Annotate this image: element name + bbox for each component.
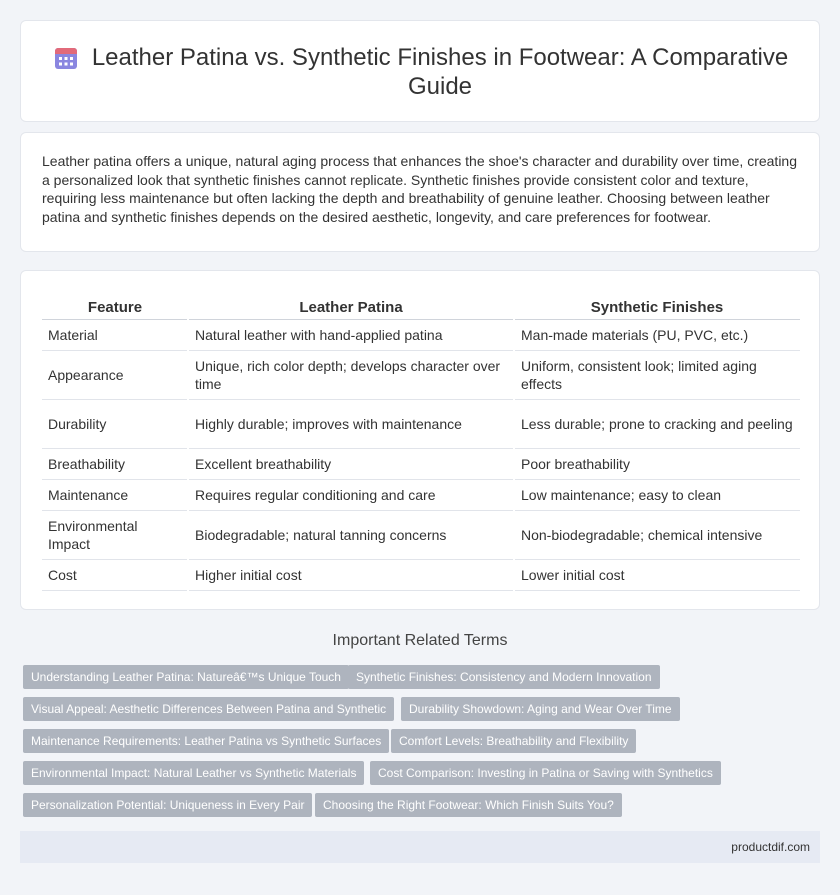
table-header-row <box>42 297 800 320</box>
footer-site-name: productdif.com <box>731 840 810 854</box>
page-title: Leather Patina vs. Synthetic Finishes in Footwear: A Comparative Guide <box>91 44 789 100</box>
table-cell: Less durable; prone to cracking and peeling <box>514 400 800 449</box>
table-cell: Environmental Impact <box>42 511 188 560</box>
table-cell: Poor breathability <box>514 449 800 480</box>
related-tag-link[interactable]: Cost Comparison: Investing in Patina or Saving with Synthetics <box>370 761 721 785</box>
table-cell: Lower initial cost <box>514 560 800 591</box>
related-tag-link[interactable]: Understanding Leather Patina: Natureâ€™s Unique Touch <box>23 665 349 689</box>
table-cell: Man-made materials (PU, PVC, etc.) <box>514 320 800 351</box>
table-cell: Durability <box>42 400 188 449</box>
table-cell: Maintenance <box>42 480 188 511</box>
related-tag-link[interactable]: Comfort Levels: Breathability and Flexibility <box>391 729 636 753</box>
related-terms-title: Important Related Terms <box>332 632 508 649</box>
related-tag-link[interactable]: Synthetic Finishes: Consistency and Modern Innovation <box>348 665 660 689</box>
table-cell: Biodegradable; natural tanning concerns <box>188 511 514 560</box>
related-tag-link[interactable]: Maintenance Requirements: Leather Patina vs Synthetic Surfaces <box>23 729 389 753</box>
table-row <box>42 560 800 591</box>
table-cell: Requires regular conditioning and care <box>188 480 514 511</box>
related-tag-link[interactable]: Visual Appeal: Aesthetic Differences Between Patina and Synthetic <box>23 697 394 721</box>
related-tag-link[interactable]: Environmental Impact: Natural Leather vs Synthetic Materials <box>23 761 364 785</box>
table-row <box>42 480 800 511</box>
table-cell: Non-biodegradable; chemical intensive <box>514 511 800 560</box>
table-cell: Uniform, consistent look; limited aging effects <box>514 351 800 400</box>
table-row <box>42 511 800 560</box>
title-card <box>20 20 820 122</box>
table-cell: Higher initial cost <box>188 560 514 591</box>
header-feature: Feature <box>42 297 188 320</box>
comparison-card <box>20 270 820 610</box>
table-cell: Unique, rich color depth; develops character over time <box>188 351 514 400</box>
table-cell: Cost <box>42 560 188 591</box>
table-cell: Breathability <box>42 449 188 480</box>
intro-paragraph: Leather patina offers a unique, natural aging process that enhances the shoe's character and durability over time, creating a personalized look that synthetic finishes cannot replicate. Synthetic finishes provide consistent color and texture, requiring less maintenance but often lacking the depth and breathability of genuine leather. Choosing between leather patina and synthetic finishes depends on the desired aesthetic, longevity, and care preferences for footwear. <box>42 153 797 225</box>
table-cell: Excellent breathability <box>188 449 514 480</box>
table-row <box>42 320 800 351</box>
header-synthetic-finishes: Synthetic Finishes <box>514 297 800 320</box>
table-row <box>42 400 800 449</box>
table-row <box>42 449 800 480</box>
related-tag-link[interactable]: Choosing the Right Footwear: Which Finish Suits You? <box>315 793 622 817</box>
header-leather-patina: Leather Patina <box>188 297 514 320</box>
footer <box>20 831 820 863</box>
related-tag-link[interactable]: Durability Showdown: Aging and Wear Over Time <box>401 697 680 721</box>
table-cell: Appearance <box>42 351 188 400</box>
comparison-table <box>42 297 800 591</box>
table-cell: Low maintenance; easy to clean <box>514 480 800 511</box>
table-row <box>42 351 800 400</box>
related-tag-link[interactable]: Personalization Potential: Uniqueness in Every Pair <box>23 793 312 817</box>
intro-card <box>20 132 820 252</box>
table-cell: Natural leather with hand-applied patina <box>188 320 514 351</box>
table-cell: Highly durable; improves with maintenance <box>188 400 514 449</box>
table-cell: Material <box>42 320 188 351</box>
